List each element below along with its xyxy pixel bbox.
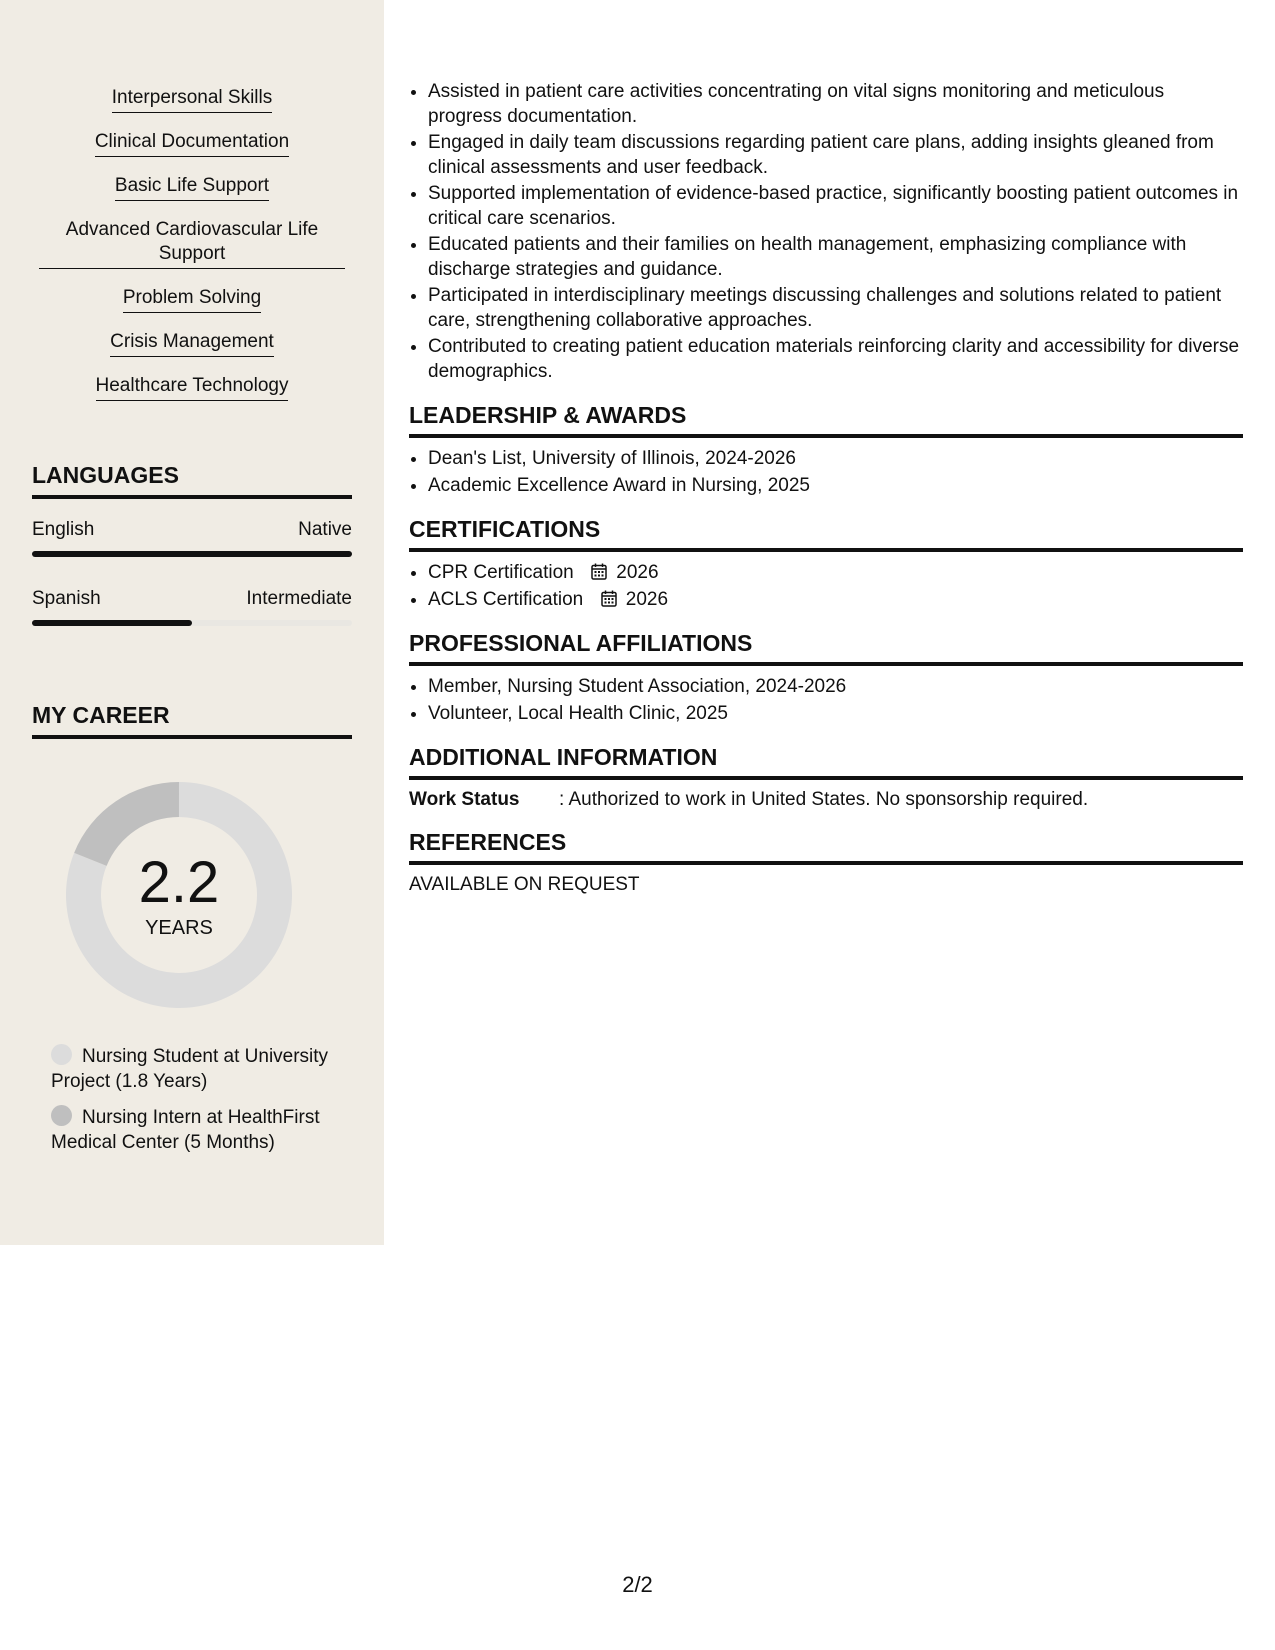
work-status-label: Work Status	[409, 789, 520, 810]
references-heading: REFERENCES	[409, 829, 1243, 865]
skill-item: Healthcare Technology	[96, 374, 289, 401]
career-total-unit: YEARS	[145, 917, 213, 939]
skill-item: Problem Solving	[123, 286, 261, 313]
certification-item	[428, 588, 1243, 613]
language-row-spanish	[32, 588, 352, 610]
sidebar	[0, 0, 384, 1245]
affiliation-item: • Member, Nursing Student Association, 2024-2026	[428, 675, 1243, 700]
career-total-value: 2.2	[138, 850, 220, 915]
experience-bullets	[409, 80, 1243, 384]
legend-label: Nursing Intern at HealthFirst Medical Center (5 Months)	[51, 1107, 320, 1153]
experience-bullet: • Participated in interdisciplinary meetings discussing challenges and solutions related to patient care, strengthening collaborative approaches.	[428, 284, 1243, 333]
career-heading: MY CAREER	[32, 702, 352, 739]
experience-bullet: • Educated patients and their families on health management, emphasizing compliance with discharge strategies and guidance.	[428, 233, 1243, 282]
skill-item: Interpersonal Skills	[112, 86, 273, 113]
certification-year: 2026	[625, 588, 669, 610]
references-text: AVAILABLE ON REQUEST	[409, 874, 640, 895]
certifications-heading: CERTIFICATIONS	[409, 516, 1243, 552]
leadership-item: • Academic Excellence Award in Nursing, 2025	[428, 474, 1243, 499]
work-status-value: : Authorized to work in United States. No sponsorship required.	[559, 789, 1089, 810]
legend-dot	[51, 1105, 72, 1126]
skill-item: Crisis Management	[110, 330, 274, 357]
leadership-item: • Dean's List, University of Illinois, 2024-2026	[428, 447, 1243, 472]
language-level: Intermediate	[246, 588, 352, 609]
languages-heading: LANGUAGES	[32, 462, 352, 499]
affiliations-list	[409, 675, 1243, 726]
career-legend-item	[51, 1044, 351, 1094]
affiliations-heading: PROFESSIONAL AFFILIATIONS	[409, 630, 1243, 666]
language-bar-spanish	[32, 620, 352, 626]
language-bar-fill	[32, 551, 352, 557]
calendar-icon	[591, 563, 607, 580]
legend-label: Nursing Student at University Project (1.8 Years)	[51, 1046, 329, 1092]
language-bar-fill	[32, 620, 192, 626]
legend-dot	[51, 1044, 72, 1065]
page-number: 2/2	[622, 1572, 653, 1597]
experience-bullet: • Contributed to creating patient education materials reinforcing clarity and accessibility for diverse demographics.	[428, 335, 1243, 384]
leadership-list	[409, 447, 1243, 498]
main-content	[409, 80, 1243, 896]
certification-year: 2026	[616, 562, 659, 583]
language-name: English	[32, 519, 95, 540]
career-legend-item	[51, 1105, 351, 1155]
career-total	[66, 850, 292, 940]
language-level: Native	[298, 519, 352, 540]
affiliation-item: • Volunteer, Local Health Clinic, 2025	[428, 702, 1243, 727]
skill-item: Advanced Cardiovascular Life Support	[39, 218, 345, 269]
language-name: Spanish	[32, 588, 101, 609]
experience-bullet: • Assisted in patient care activities concentrating on vital signs monitoring and meticulous progress documentation.	[428, 80, 1243, 129]
skill-item: Basic Life Support	[115, 174, 269, 201]
certifications-list	[409, 561, 1243, 612]
work-status-row	[409, 789, 1243, 811]
experience-bullet: • Supported implementation of evidence-based practice, significantly boosting patient outcomes in critical care scenarios.	[428, 182, 1243, 231]
calendar-icon	[601, 590, 617, 607]
skills-list	[32, 86, 352, 418]
certification-item	[428, 561, 1243, 586]
additional-info-heading: ADDITIONAL INFORMATION	[409, 744, 1243, 780]
leadership-heading: LEADERSHIP & AWARDS	[409, 402, 1243, 438]
language-row-english	[32, 519, 352, 541]
language-bar-english	[32, 551, 352, 557]
certification-name: CPR Certification	[428, 562, 574, 583]
experience-bullet: • Engaged in daily team discussions regarding patient care plans, adding insights gleaned from clinical assessments and user feedback.	[428, 131, 1243, 180]
skill-item: Clinical Documentation	[95, 130, 289, 157]
certification-name: ACLS Certification	[428, 588, 584, 610]
